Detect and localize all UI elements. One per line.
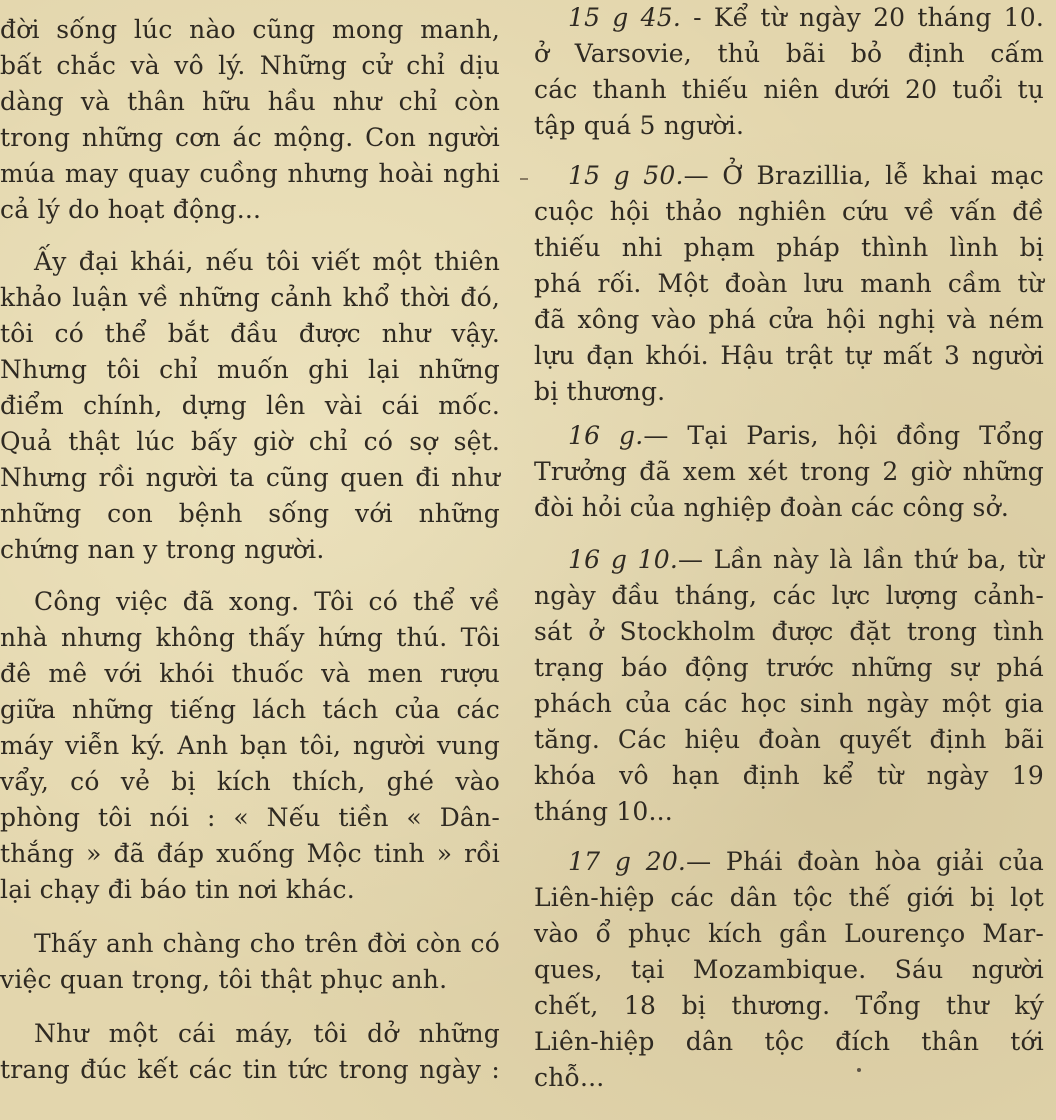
- right-text-line: [568, 846, 1044, 878]
- entry-time: 15 g 45.: [568, 3, 681, 32]
- left-text-line: [0, 622, 500, 654]
- line-text: múa may quay cuồng nhưng hoài nghi: [0, 159, 500, 188]
- right-text-line: [534, 580, 1044, 612]
- line-text: sát ở Stockholm được đặt trong tình: [534, 617, 1044, 646]
- entry-time: 16 g 10.: [568, 545, 678, 574]
- left-text-line: [0, 426, 500, 458]
- right-text-line: [534, 724, 1044, 756]
- line-text: nhà nhưng không thấy hứng thú. Tôi: [0, 623, 500, 652]
- line-text: trong những cơn ác mộng. Con người: [0, 123, 500, 152]
- right-text-line: [534, 196, 1044, 228]
- right-text-line: [534, 760, 1044, 792]
- line-text: vào ổ phục kích gần Lourenço Mar-: [534, 919, 1044, 948]
- line-text: bị thương.: [534, 377, 666, 406]
- right-text-line: [568, 160, 1044, 192]
- margin-mark: [520, 178, 528, 180]
- line-text: giữa những tiếng lách tách của các: [0, 695, 500, 724]
- right-text-line: [568, 420, 1044, 452]
- line-text: vẩy, có vẻ bị kích thích, ghé vào: [0, 767, 500, 796]
- right-text-line: [534, 882, 1044, 914]
- line-text: ngày đầu tháng, các lực lượng cảnh-: [534, 581, 1044, 610]
- left-text-line: [0, 158, 500, 190]
- entry-time: 16 g.: [568, 421, 644, 450]
- line-text: Ấy đại khái, nếu tôi viết một thiên: [34, 247, 500, 276]
- line-text: Thấy anh chàng cho trên đời còn có: [34, 929, 500, 958]
- right-text-line: [534, 340, 1044, 372]
- right-text-line: [534, 268, 1044, 300]
- left-text-line: [34, 586, 500, 618]
- line-text: cả lý do hoạt động...: [0, 195, 262, 224]
- entry-time: 15 g 50.: [568, 161, 684, 190]
- left-text-line: [0, 50, 500, 82]
- right-text-line: [534, 918, 1044, 950]
- right-text-line: [534, 232, 1044, 264]
- left-text-line: [0, 838, 500, 870]
- line-text: Nhưng tôi chỉ muốn ghi lại những: [0, 355, 500, 384]
- left-text-line: [0, 534, 500, 566]
- right-text-line: [534, 110, 1044, 142]
- left-text-line: [34, 928, 500, 960]
- line-text: Quả thật lúc bấy giờ chỉ có sợ sệt.: [0, 427, 500, 456]
- right-text-line: [534, 688, 1044, 720]
- right-text-line: [534, 38, 1044, 70]
- line-text: Nhưng rồi người ta cũng quen đi như: [0, 463, 500, 492]
- line-text: bất chắc và vô lý. Những cử chỉ dịu: [0, 51, 500, 80]
- line-text: trang đúc kết các tin tức trong ngày :: [0, 1055, 500, 1084]
- right-text-line: [534, 376, 1044, 408]
- left-text-line: [0, 282, 500, 314]
- line-text: Công việc đã xong. Tôi có thể về: [34, 587, 500, 616]
- left-text-line: [0, 498, 500, 530]
- left-text-line: [0, 86, 500, 118]
- line-text: khóa vô hạn định kể từ ngày 19: [534, 761, 1044, 790]
- left-text-line: [0, 964, 500, 996]
- right-text-line: [568, 544, 1044, 576]
- left-text-line: [34, 1018, 500, 1050]
- left-text-line: [0, 390, 500, 422]
- line-text: điểm chính, dựng lên vài cái mốc.: [0, 391, 500, 420]
- line-text: đòi hỏi của nghiệp đoàn các công sở.: [534, 493, 1009, 522]
- left-text-line: [0, 694, 500, 726]
- line-text: tập quá 5 người.: [534, 111, 745, 140]
- right-text-line: [534, 492, 1044, 524]
- line-text: chỗ...: [534, 1063, 605, 1092]
- right-text-line: [534, 616, 1044, 648]
- line-text: thiếu nhi phạm pháp thình lình bị: [534, 233, 1044, 262]
- line-text: Liên-hiệp các dân tộc thế giới bị lọt: [534, 883, 1044, 912]
- line-text: máy viễn ký. Anh bạn tôi, người vung: [0, 731, 500, 760]
- line-text: đê mê với khói thuốc và men rượu: [0, 659, 500, 688]
- left-text-line: [0, 318, 500, 350]
- line-text: dàng và thân hữu hầu như chỉ còn: [0, 87, 500, 116]
- right-text-line: [534, 796, 1044, 828]
- left-text-line: [0, 766, 500, 798]
- line-text: khảo luận về những cảnh khổ thời đó,: [0, 283, 500, 312]
- right-text-line: [534, 990, 1044, 1022]
- line-text: trạng báo động trước những sự phá: [534, 653, 1044, 682]
- line-text: - Kể từ ngày 20 tháng 10.: [680, 3, 1044, 32]
- left-text-line: [0, 462, 500, 494]
- line-text: — Ở Brazillia, lễ khai mạc: [683, 161, 1044, 190]
- right-text-line: [534, 1062, 1044, 1094]
- line-text: đã xông vào phá cửa hội nghị và ném: [534, 305, 1044, 334]
- left-text-line: [34, 246, 500, 278]
- line-text: Trưởng đã xem xét trong 2 giờ những: [534, 457, 1044, 486]
- left-text-line: [0, 802, 500, 834]
- left-text-line: [0, 658, 500, 690]
- line-text: Liên-hiệp dân tộc đích thân tới: [534, 1027, 1044, 1056]
- line-text: ques, tại Mozambique. Sáu người: [534, 955, 1044, 984]
- left-text-line: [0, 874, 500, 906]
- line-text: — Lần này là lần thứ ba, từ: [678, 545, 1044, 574]
- line-text: — Tại Paris, hội đồng Tổng: [643, 421, 1044, 450]
- right-text-line: [534, 456, 1044, 488]
- line-text: Như một cái máy, tôi dở những: [34, 1019, 500, 1048]
- line-text: đời sống lúc nào cũng mong manh,: [0, 15, 500, 44]
- left-text-line: [0, 1054, 500, 1086]
- line-text: tháng 10...: [534, 797, 673, 826]
- line-text: phách của các học sinh ngày một gia: [534, 689, 1044, 718]
- line-text: việc quan trọng, tôi thật phục anh.: [0, 965, 448, 994]
- left-text-line: [0, 122, 500, 154]
- line-text: tôi có thể bắt đầu được như vậy.: [0, 319, 500, 348]
- entry-time: 17 g 20.: [568, 847, 687, 876]
- line-text: cuộc hội thảo nghiên cứu về vấn đề: [534, 197, 1044, 226]
- line-text: những con bệnh sống với những: [0, 499, 500, 528]
- line-text: thắng » đã đáp xuống Mộc tinh » rồi: [0, 839, 500, 868]
- right-text-line: [534, 1026, 1044, 1058]
- line-text: lại chạy đi báo tin nơi khác.: [0, 875, 355, 904]
- right-text-line: [534, 74, 1044, 106]
- left-text-line: [0, 730, 500, 762]
- right-text-line: [534, 954, 1044, 986]
- line-text: ở Varsovie, thủ bãi bỏ định cấm: [534, 39, 1044, 68]
- right-text-line: [534, 652, 1044, 684]
- line-text: phá rối. Một đoàn lưu manh cầm từ: [534, 269, 1044, 298]
- line-text: chết, 18 bị thương. Tổng thư ký: [534, 991, 1044, 1020]
- left-text-line: [0, 194, 500, 226]
- left-text-line: [0, 14, 500, 46]
- line-text: — Phái đoàn hòa giải của: [686, 847, 1044, 876]
- line-text: tăng. Các hiệu đoàn quyết định bãi: [534, 725, 1044, 754]
- line-text: các thanh thiếu niên dưới 20 tuổi tụ: [534, 75, 1044, 104]
- right-text-line: [534, 304, 1044, 336]
- line-text: phòng tôi nói : « Nếu tiền « Dân-: [0, 803, 500, 832]
- line-text: lựu đạn khói. Hậu trật tự mất 3 người: [534, 341, 1044, 370]
- left-text-line: [0, 354, 500, 386]
- ink-speck: [857, 1068, 861, 1072]
- line-text: chứng nan y trong người.: [0, 535, 325, 564]
- right-text-line: [568, 2, 1044, 34]
